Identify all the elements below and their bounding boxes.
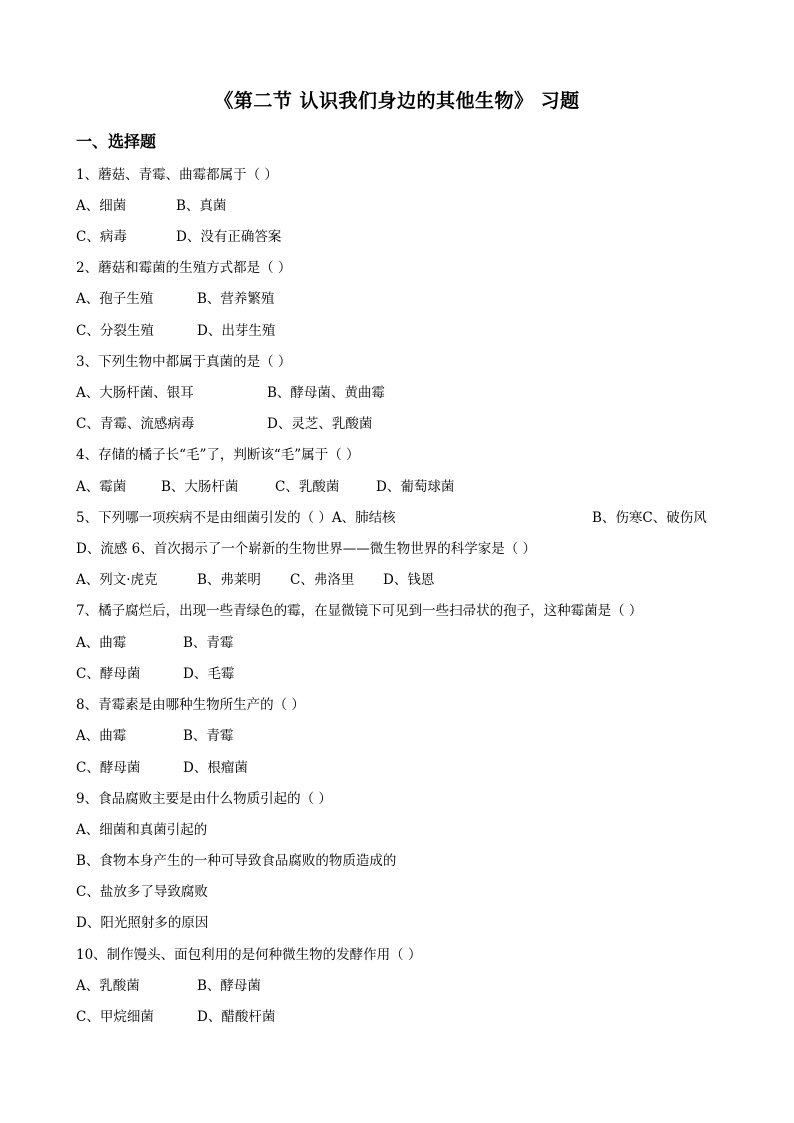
question-2-option-c: C、分裂生殖	[76, 323, 154, 339]
question-3-option-c: C、青霉、流感病毒	[76, 416, 195, 432]
question-3-option-b: B、酵母菌、黄曲霉	[267, 385, 385, 401]
question-8-option-b: B、青霉	[183, 728, 234, 744]
page-title: 《第二节 认识我们身边的其他生物》 习题	[214, 90, 580, 112]
question-10-option-b: B、酵母菌	[197, 978, 261, 994]
question-7-stem: 7、橘子腐烂后，出现一些青绿色的霉，在显微镜下可见到一些扫帚状的孢子，这种霉菌是（ ）	[76, 603, 643, 619]
question-7-option-d: D、毛霉	[183, 666, 235, 682]
question-1-option-b: B、真菌	[176, 198, 227, 214]
question-6-option-c: C、弗洛里	[290, 572, 355, 588]
question-4-option-a: A、霉菌	[76, 479, 127, 495]
question-2-stem: 2、蘑菇和霉菌的生殖方式都是（ ）	[76, 260, 292, 276]
question-8-option-c: C、酵母菌	[76, 760, 141, 776]
question-10-stem: 10、制作馒头、面包利用的是何种微生物的发酵作用（ ）	[76, 947, 422, 963]
question-8-option-a: A、曲霉	[76, 728, 127, 744]
question-9-option-c: C、盐放多了导致腐败	[76, 884, 208, 900]
question-4-option-c: C、乳酸菌	[275, 479, 340, 495]
question-4-stem: 4、存储的橘子长“毛”了，判断该“毛”属于（ ）	[76, 447, 360, 463]
question-6-option-d: D、钱恩	[383, 572, 435, 588]
question-7-option-a: A、曲霉	[76, 635, 127, 651]
question-10-option-d: D、醋酸杆菌	[197, 1009, 276, 1025]
question-9-stem: 9、食品腐败主要是由什么物质引起的（ ）	[76, 791, 332, 807]
question-6-option-a: A、列文·虎克	[76, 572, 158, 588]
question-5-stem-tail: B、伤寒C、破伤风	[592, 510, 707, 526]
question-9-option-d: D、阳光照射多的原因	[76, 915, 209, 931]
question-2-option-d: D、出芽生殖	[197, 323, 276, 339]
question-2-option-b: B、营养繁殖	[197, 291, 275, 307]
question-3-stem: 3、下列生物中都属于真菌的是（ ）	[76, 354, 292, 370]
question-4-option-b: B、大肠杆菌	[161, 479, 239, 495]
question-2-option-a: A、孢子生殖	[76, 291, 154, 307]
question-7-option-b: B、青霉	[183, 635, 234, 651]
question-8-stem: 8、青霉素是由哪种生物所生产的（ ）	[76, 697, 305, 713]
question-9-option-a: A、细菌和真菌引起的	[76, 822, 208, 838]
section-heading: 一、选择题	[76, 132, 157, 151]
question-6-stem: D、流感 6、首次揭示了一个崭新的生物世界——微生物世界的科学家是（ ）	[76, 541, 536, 557]
question-1-option-d: D、没有正确答案	[176, 229, 282, 245]
question-3-option-a: A、大肠杆菌、银耳	[76, 385, 194, 401]
question-10-option-a: A、乳酸菌	[76, 978, 140, 994]
question-3-option-d: D、灵芝、乳酸菌	[267, 416, 373, 432]
question-10-option-c: C、甲烷细菌	[76, 1009, 154, 1025]
question-9-option-b: B、食物本身产生的一种可导致食品腐败的物质造成的	[76, 853, 397, 869]
question-6-option-b: B、弗莱明	[197, 572, 261, 588]
question-1-stem: 1、蘑菇、青霉、曲霉都属于（ ）	[76, 167, 278, 183]
question-4-option-d: D、葡萄球菌	[376, 479, 455, 495]
question-8-option-d: D、根瘤菌	[183, 760, 248, 776]
question-1-option-a: A、细菌	[76, 198, 127, 214]
question-5-stem: 5、下列哪一项疾病不是由细菌引发的（ ）A、肺结核	[76, 510, 396, 526]
question-1-option-c: C、病毒	[76, 229, 127, 245]
question-7-option-c: C、酵母菌	[76, 666, 141, 682]
